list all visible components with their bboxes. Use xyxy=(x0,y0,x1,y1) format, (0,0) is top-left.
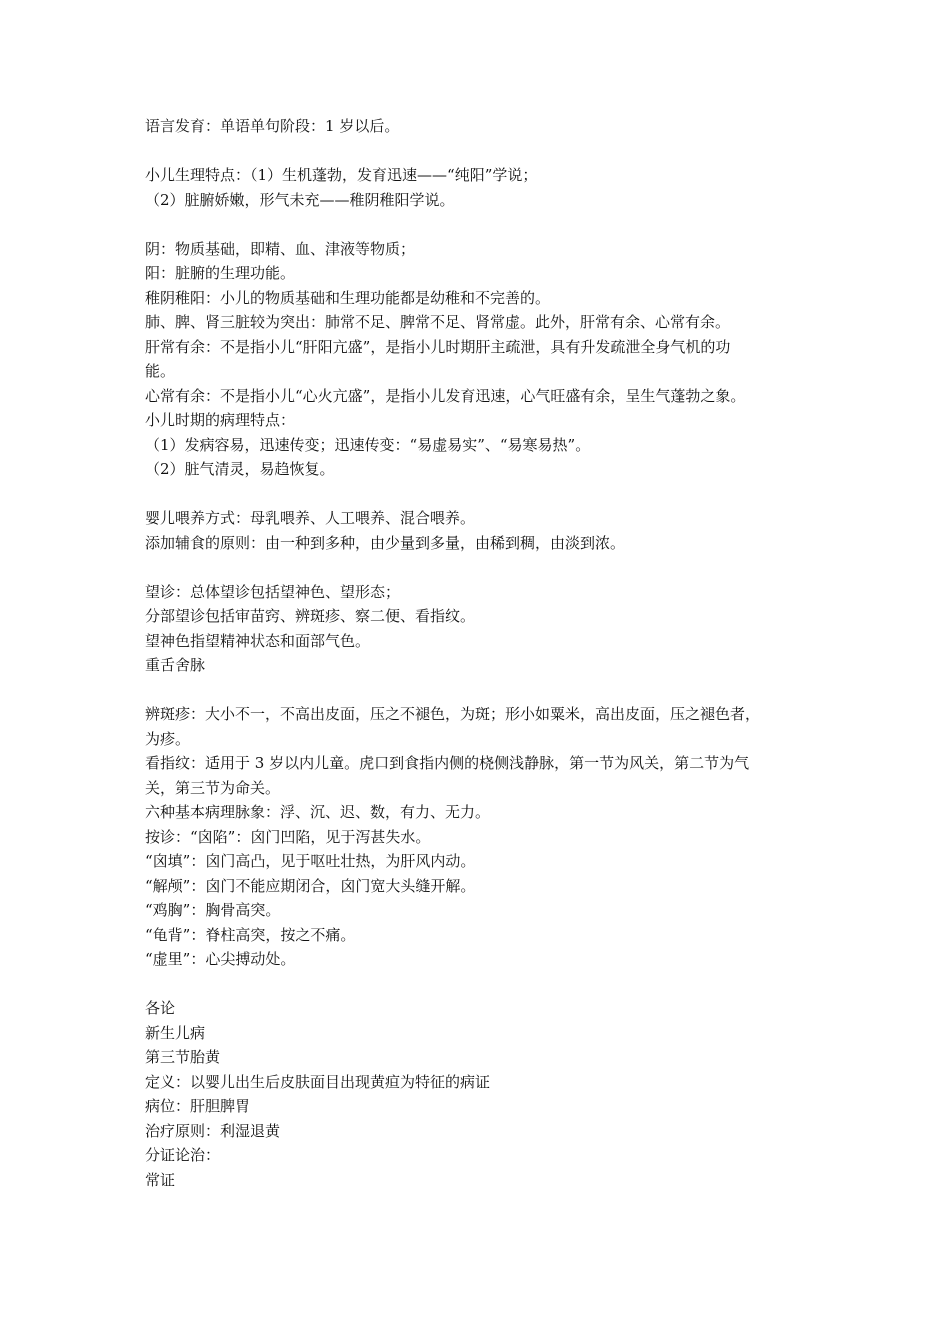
text-line: 六种基本病理脉象：浮、沉、迟、数，有力、无力。 xyxy=(145,803,491,821)
text-line: 治疗原则：利湿退黄 xyxy=(145,1121,281,1140)
text-line: 婴儿喂养方式：母乳喂养、人工喂养、混合喂养。 xyxy=(145,509,476,527)
text-line: 病位：肝胆脾胃 xyxy=(145,1097,251,1115)
text-line: 看指纹：适用于 3 岁以内儿童。虎口到食指内侧的桡侧浅静脉，第一节为风关，第二节为气 xyxy=(145,754,750,772)
blank-line xyxy=(145,972,825,997)
text-line: 添加辅食的原则：由一种到多种，由少量到多量，由稀到稠，由淡到浓。 xyxy=(145,533,626,552)
text-line: （1）发病容易，迅速传变；迅速传变：“易虚易实”、“易寒易热”。 xyxy=(145,435,591,454)
text-line: “虚里”：心尖搏动处。 xyxy=(145,950,296,968)
text-line: 肺、脾、肾三脏较为突出：肺常不足、脾常不足、肾常虚。此外，肝常有余、心常有余。 xyxy=(145,313,731,331)
text-line: （2）脏腑娇嫩，形气未充——稚阴稚阳学说。 xyxy=(145,190,455,209)
text-line: 能。 xyxy=(145,362,176,380)
text-line: “鸡胸”：胸骨高突。 xyxy=(145,901,281,919)
text-line: “囟填”：囟门高凸，见于呕吐壮热，为肝风内动。 xyxy=(145,852,476,870)
text-line: 辨斑疹：大小不一，不高出皮面，压之不褪色，为斑；形小如粟米，高出皮面，压之褪色者， xyxy=(145,705,761,723)
text-line: （2）脏气清灵，易趋恢复。 xyxy=(145,460,335,478)
text-line: 小儿时期的病理特点： xyxy=(145,411,296,429)
text-line: 分部望诊包括审苗窍、辨斑疹、察二便、看指纹。 xyxy=(145,607,476,625)
text-line: 语言发育：单语单句阶段：1 岁以后。 xyxy=(145,117,400,135)
text-line: 肝常有余：不是指小儿“肝阳亢盛”，是指小儿时期肝主疏泄，具有升发疏泄全身气机的功 xyxy=(145,337,731,356)
text-line: 重舌舍脉 xyxy=(145,656,206,674)
text-line: 阳：脏腑的生理功能。 xyxy=(145,264,296,282)
text-line: 各论 xyxy=(145,999,176,1017)
text-line: 第三节胎黄 xyxy=(145,1048,221,1066)
text-line: 望神色指望精神状态和面部气色。 xyxy=(145,631,371,650)
text-line: “龟背”：脊柱高突，按之不痛。 xyxy=(145,925,356,944)
text-line: 为疹。 xyxy=(145,729,191,748)
document-page xyxy=(145,114,825,1192)
blank-line xyxy=(145,678,825,703)
text-line: 稚阴稚阳：小儿的物质基础和生理功能都是幼稚和不完善的。 xyxy=(145,288,551,307)
text-line: 关，第三节为命关。 xyxy=(145,778,281,797)
text-line: 望诊：总体望诊包括望神色、望形态； xyxy=(145,582,401,601)
text-line: 心常有余：不是指小儿“心火亢盛”，是指小儿发育迅速，心气旺盛有余，呈生气蓬勃之象。 xyxy=(145,386,746,405)
blank-line xyxy=(145,139,825,164)
text-line: 阴：物质基础，即精、血、津液等物质； xyxy=(145,239,416,258)
text-line: 定义：以婴儿出生后皮肤面目出现黄疸为特征的病证 xyxy=(145,1072,491,1091)
blank-line xyxy=(145,482,825,507)
text-line: 分证论治： xyxy=(145,1146,221,1164)
blank-line xyxy=(145,212,825,237)
text-line: “解颅”：囟门不能应期闭合，囟门宽大头缝开解。 xyxy=(145,876,476,895)
text-line: 新生儿病 xyxy=(145,1023,206,1042)
text-line: 按诊：“囟陷”：囟门凹陷，见于泻甚失水。 xyxy=(145,827,431,846)
text-line: 常证 xyxy=(145,1170,176,1189)
text-line: 小儿生理特点：（1）生机蓬勃，发育迅速——“纯阳”学说； xyxy=(145,166,538,184)
blank-line xyxy=(145,555,825,580)
